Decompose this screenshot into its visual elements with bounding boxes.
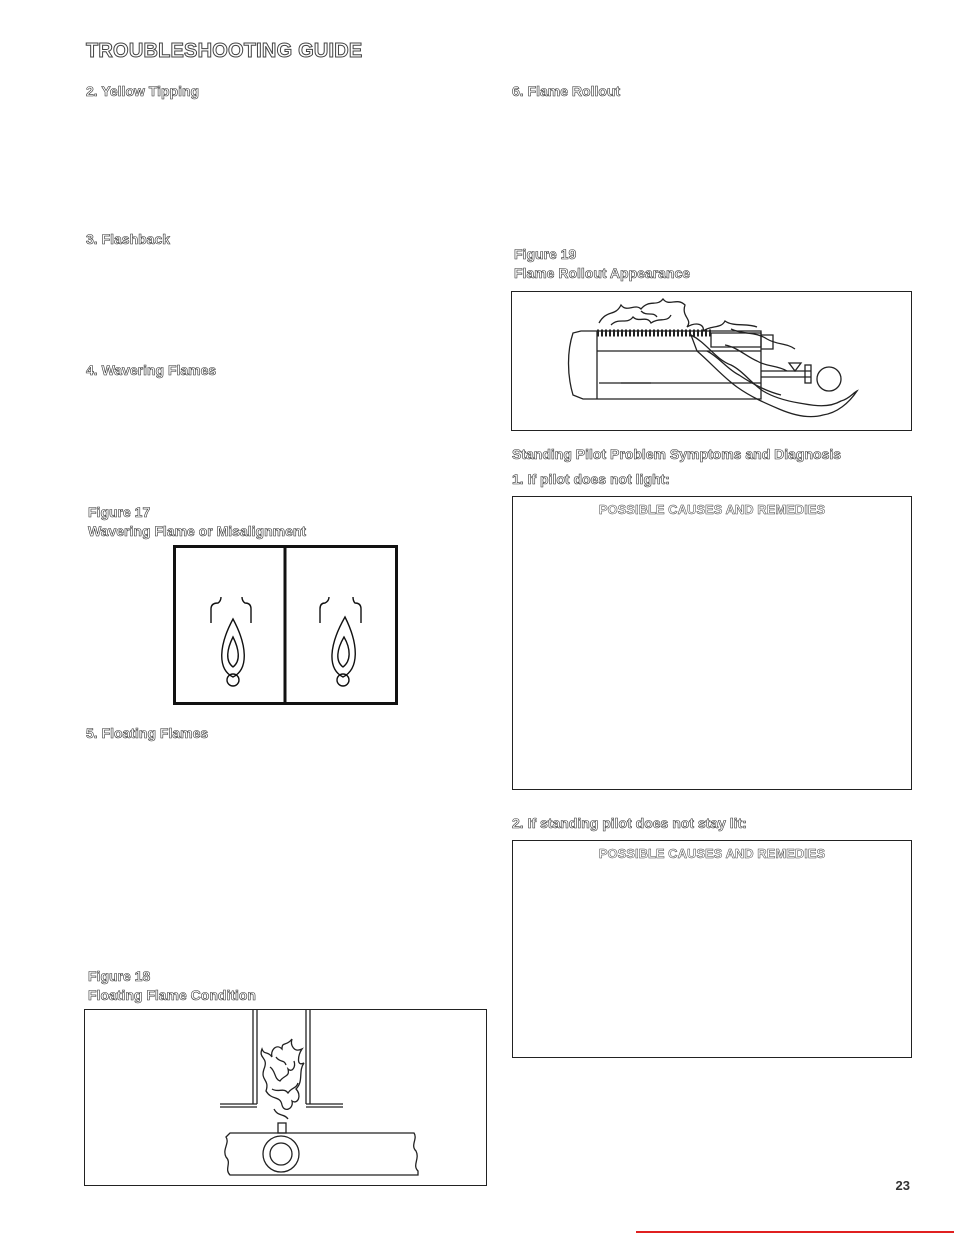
figure-17-caption [88, 503, 306, 541]
figure-19-number: Figure 19 [514, 246, 577, 262]
figure-19-flame-rollout-illustration [511, 291, 912, 431]
figure-18-floating-flame-illustration [84, 1009, 487, 1186]
figure-17-title: Wavering Flame or Misalignment [88, 523, 307, 539]
figure-18-title: Floating Flame Condition [88, 987, 256, 1003]
figure-17-number: Figure 17 [88, 504, 151, 520]
pilot-not-staying-lit-table [512, 840, 912, 1058]
section-wavering-flames: 4. Wavering Flames [86, 362, 217, 378]
section-floating-flames: 5. Floating Flames [86, 725, 209, 741]
section-flame-rollout: 6. Flame Rollout [512, 83, 621, 99]
figure-19-title: Flame Rollout Appearance [514, 265, 691, 281]
figure-18-caption [88, 967, 256, 1005]
figure-19-caption [514, 245, 690, 283]
pilot-item-1: 1. If pilot does not light: [512, 471, 670, 487]
table-header: POSSIBLE CAUSES AND REMEDIES [598, 502, 826, 517]
pilot-item-2: 2. If standing pilot does not stay lit: [512, 815, 747, 831]
figure-18-number: Figure 18 [88, 968, 151, 984]
figure-17-wavering-flame-illustration [173, 545, 398, 705]
section-yellow-tipping: 2. Yellow Tipping [86, 83, 200, 99]
page-number: 23 [895, 1178, 910, 1193]
section-flashback: 3. Flashback [86, 231, 171, 247]
accent-line [636, 1231, 954, 1233]
page-title: TROUBLESHOOTING GUIDE [86, 40, 363, 62]
table-header: POSSIBLE CAUSES AND REMEDIES [598, 846, 826, 861]
pilot-not-lighting-table [512, 496, 912, 790]
pilot-section-heading: Standing Pilot Problem Symptoms and Diagnosis [512, 446, 842, 462]
